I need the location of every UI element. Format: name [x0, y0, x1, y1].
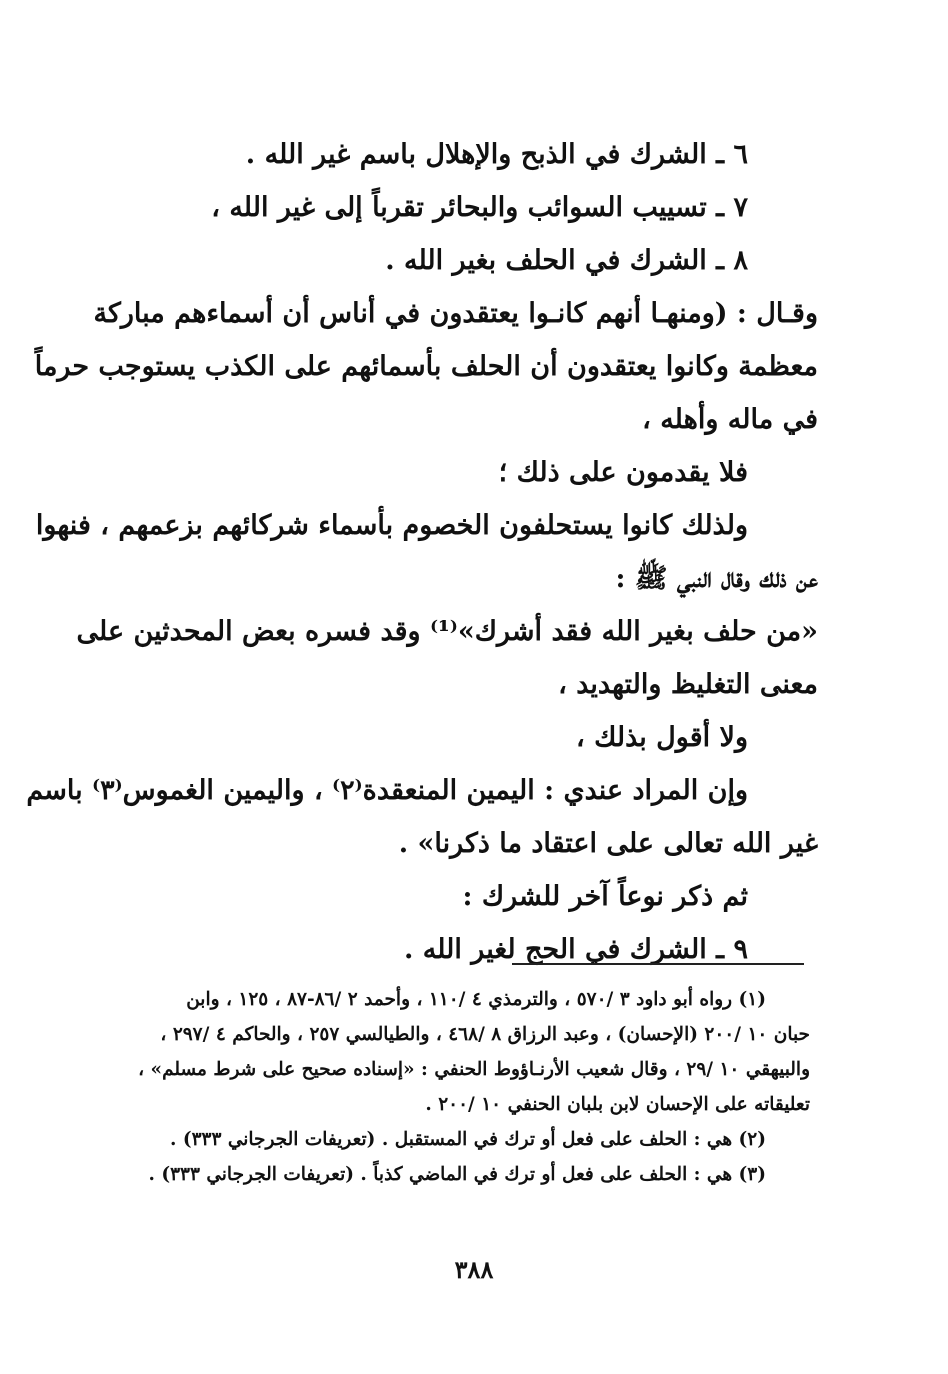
main-text	[26, 128, 818, 976]
footnote-2: (٢) هي : الحلف على فعل أو ترك في المستقبل . (تعريفات الجرجاني ٣٣٣) .	[169, 1129, 766, 1150]
paragraph-line: ثم ذكر نوعاً آخر للشرك :	[462, 881, 748, 912]
list-item-8: ٨ ـ الشرك في الحلف بغير الله .	[385, 245, 748, 276]
paragraph-line: معظمة وكانوا يعتقدون أن الحلف بأسمائهم على الكذب يستوجب حرماً	[34, 351, 818, 382]
paragraph-line: غير الله تعالى على اعتقاد ما ذكرنا» .	[398, 828, 818, 859]
footnote-1-line: تعليقاته على الإحسان لابن بلبان الحنفي ١٠ /٢٠٠ .	[425, 1094, 810, 1115]
paragraph-line: في ماله وأهله ،	[642, 404, 818, 435]
hadith-quote-line: «من حلف بغير الله فقد أشرك»⁽¹⁾ وقد فسره بعض المحدثين على	[76, 616, 818, 647]
paragraph-line: ولذلك كانوا يستحلفون الخصوم بأسماء شركائهم بزعمهم ، فنهوا	[35, 510, 748, 541]
list-item-9: ٩ ـ الشرك في الحج لغير الله .	[403, 934, 748, 965]
footnote-1-line: حبان ١٠ /٢٠٠ (الإحسان) ، وعبد الرزاق ٨ /٤٦٨ ، والطيالسي ٢٥٧ ، والحاكم ٤ /٢٩٧ ،	[160, 1024, 810, 1045]
list-item-6: ٦ ـ الشرك في الذبح والإهلال باسم غير الله .	[245, 139, 748, 170]
paragraph-line: فلا يقدمون على ذلك ؛	[498, 457, 748, 488]
footnotes	[80, 982, 810, 1192]
footnote-3: (٣) هي : الحلف على فعل أو ترك في الماضي كذباً . (تعريفات الجرجاني ٣٣٣) .	[148, 1164, 766, 1185]
paragraph-line: وقـال : (ومنهـا أنهم كانـوا يعتقدون في أناس أن أسماءهم مباركة	[93, 298, 818, 329]
paragraph-line: ولا أقول بذلك ،	[576, 722, 748, 753]
footnote-1-line: والبيهقي ١٠ /٢٩ ، وقال شعيب الأرنـاؤوط الحنفي : «إسناده صحيح على شرط مسلم» ،	[138, 1059, 810, 1080]
page-number: ٣٨٨	[454, 1255, 494, 1284]
paragraph-line: وإن المراد عندي : اليمين المنعقدة⁽٢⁾ ، واليمين الغموس⁽٣⁾ باسم	[26, 775, 748, 806]
footnote-1-line: (١) رواه أبو داود ٣ /٥٧٠ ، والترمذي ٤ /١١٠ ، وأحمد ٢ /٨٦-٨٧ ، ١٢٥ ، وابن	[186, 989, 766, 1010]
paragraph-line: معنى التغليظ والتهديد ،	[558, 669, 818, 700]
list-item-7: ٧ ـ تسييب السوائب والبحائر تقرباً إلى غير الله ،	[211, 192, 748, 223]
paragraph-line: عن ذلك وقال النبي ﷺ :	[615, 563, 818, 594]
footnote-separator	[512, 963, 804, 965]
